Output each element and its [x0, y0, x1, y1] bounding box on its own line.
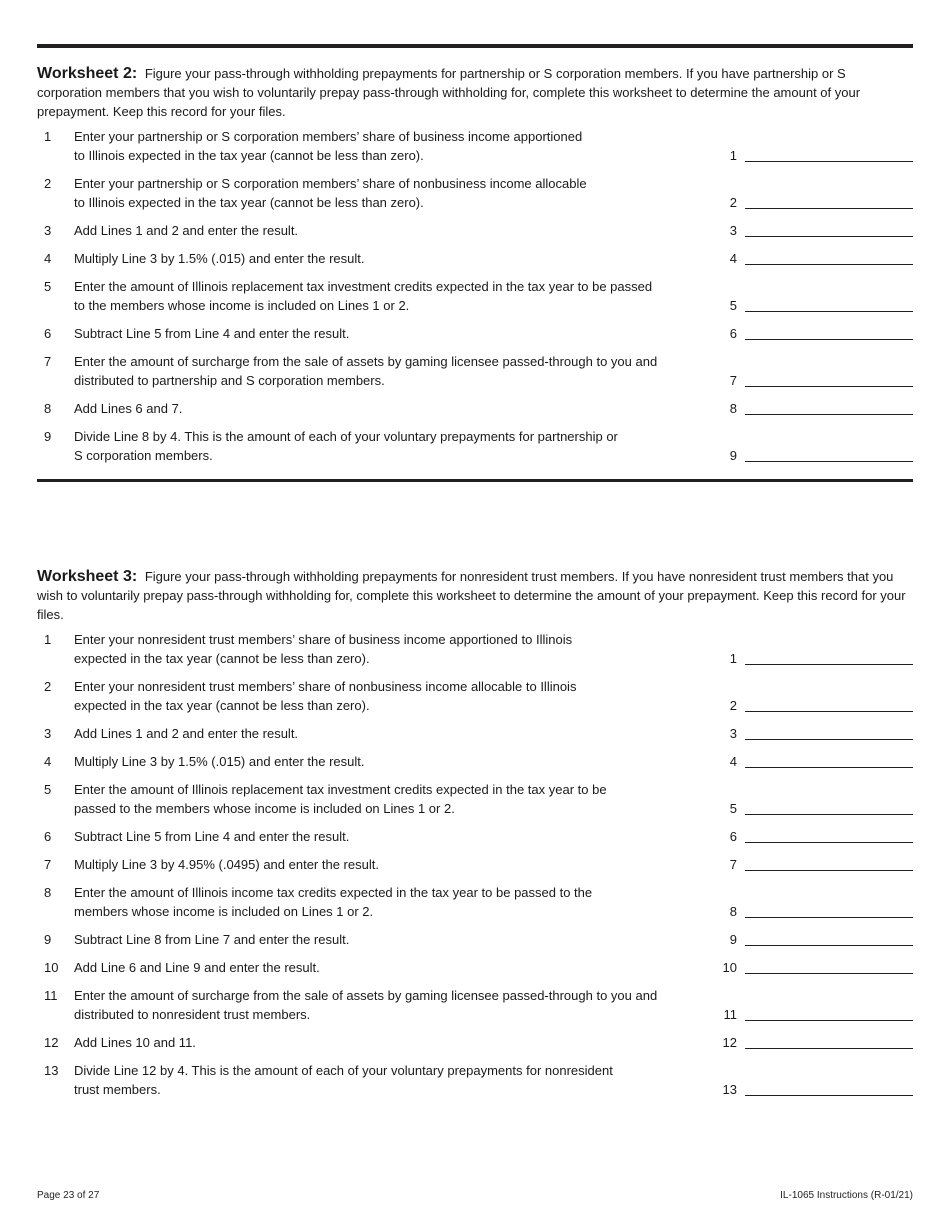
- worksheet-line: [37, 127, 913, 165]
- line-number: 2: [44, 679, 52, 694]
- line-number: 8: [44, 885, 52, 900]
- worksheet-line: [37, 855, 913, 874]
- line-number: 4: [44, 754, 52, 769]
- line-entry: [704, 324, 913, 343]
- worksheet-line: [37, 958, 913, 977]
- line-entry: [704, 799, 913, 818]
- line-number: 9: [44, 429, 52, 444]
- worksheet-3-title: Worksheet 3:: [37, 568, 138, 585]
- entry-line-number: 9: [729, 932, 737, 947]
- top-rule: [37, 44, 913, 48]
- worksheet-2: [37, 64, 913, 474]
- line-instruction: Subtract Line 8 from Line 7 and enter the result.: [74, 932, 350, 947]
- answer-blank-line[interactable]: [745, 903, 913, 918]
- line-instruction: Enter your partnership or S corporation members’ share of nonbusiness income allocable to Illinois expected in the tax year (cannot be less than zero).: [74, 176, 587, 210]
- line-entry: [704, 930, 913, 949]
- line-number: 9: [44, 932, 52, 947]
- line-entry: [704, 1005, 913, 1024]
- line-entry: [704, 1080, 913, 1099]
- entry-line-number: 4: [729, 754, 737, 769]
- entry-line-number: 12: [722, 1035, 737, 1050]
- entry-line-number: 11: [723, 1007, 737, 1022]
- worksheet-line: [37, 324, 913, 343]
- line-instruction: Enter your nonresident trust members’ share of nonbusiness income allocable to Illinois expected in the tax year (cannot be less than zero).: [74, 679, 577, 713]
- entry-line-number: 10: [722, 960, 737, 975]
- worksheet-line: [37, 221, 913, 240]
- worksheet-line: [37, 677, 913, 715]
- line-entry: [704, 446, 913, 465]
- answer-blank-line[interactable]: [745, 222, 913, 237]
- line-entry: [704, 902, 913, 921]
- answer-blank-line[interactable]: [745, 400, 913, 415]
- line-number: 1: [44, 129, 52, 144]
- line-number: 11: [44, 988, 58, 1003]
- worksheet-line: [37, 174, 913, 212]
- line-number: 7: [44, 857, 52, 872]
- worksheet-3-lines: [37, 630, 913, 1099]
- worksheet-line: [37, 780, 913, 818]
- worksheet-line: [37, 1061, 913, 1099]
- answer-blank-line[interactable]: [745, 1081, 913, 1096]
- line-entry: [704, 827, 913, 846]
- line-instruction: Add Line 6 and Line 9 and enter the result.: [74, 960, 320, 975]
- line-number: 3: [44, 726, 52, 741]
- worksheet-3: [37, 567, 913, 1108]
- entry-line-number: 4: [729, 251, 737, 266]
- line-number: 7: [44, 354, 52, 369]
- line-entry: [704, 724, 913, 743]
- line-number: 8: [44, 401, 52, 416]
- line-number: 12: [44, 1035, 59, 1050]
- worksheet-line: [37, 399, 913, 418]
- entry-line-number: 1: [729, 651, 737, 666]
- line-instruction: Enter the amount of Illinois income tax credits expected in the tax year to be passed to the members whose income is included on Lines 1 or 2.: [74, 885, 593, 919]
- entry-line-number: 8: [729, 401, 737, 416]
- line-number: 10: [44, 960, 59, 975]
- worksheet-3-intro: [37, 567, 913, 624]
- worksheet-line: [37, 827, 913, 846]
- entry-line-number: 9: [729, 448, 737, 463]
- line-entry: [704, 371, 913, 390]
- answer-blank-line[interactable]: [745, 1006, 913, 1021]
- worksheet-line: [37, 724, 913, 743]
- entry-line-number: 5: [729, 298, 737, 313]
- line-instruction: Subtract Line 5 from Line 4 and enter the result.: [74, 326, 350, 341]
- line-number: 1: [44, 632, 52, 647]
- line-entry: [704, 296, 913, 315]
- worksheet-2-intro: [37, 64, 913, 121]
- answer-blank-line[interactable]: [745, 800, 913, 815]
- line-entry: [704, 649, 913, 668]
- answer-blank-line[interactable]: [745, 250, 913, 265]
- answer-blank-line[interactable]: [745, 753, 913, 768]
- line-entry: [704, 1033, 913, 1052]
- line-number: 3: [44, 223, 52, 238]
- line-number: 5: [44, 279, 52, 294]
- answer-blank-line[interactable]: [745, 931, 913, 946]
- answer-blank-line[interactable]: [745, 372, 913, 387]
- worksheet-line: [37, 352, 913, 390]
- line-entry: [704, 221, 913, 240]
- entry-line-number: 8: [729, 904, 737, 919]
- footer-page-number: Page 23 of 27: [37, 1190, 100, 1201]
- line-instruction: Enter the amount of surcharge from the sale of assets by gaming licensee passed-through to you and distributed to nonresident trust members.: [74, 988, 658, 1022]
- worksheet-line: [37, 1033, 913, 1052]
- answer-blank-line[interactable]: [745, 1034, 913, 1049]
- line-instruction: Multiply Line 3 by 4.95% (.0495) and enter the result.: [74, 857, 379, 872]
- entry-line-number: 6: [729, 829, 737, 844]
- entry-line-number: 2: [729, 195, 737, 210]
- line-instruction: Subtract Line 5 from Line 4 and enter the result.: [74, 829, 350, 844]
- footer-form-id: IL-1065 Instructions (R-01/21): [780, 1190, 913, 1201]
- answer-blank-line[interactable]: [745, 297, 913, 312]
- line-entry: [704, 696, 913, 715]
- worksheet-3-intro-text: Figure your pass-through withholding prepayments for nonresident trust members. If you have nonresident trust members that you wish to voluntarily prepay pass-through withholding for, complete this worksheet to determine the amount of your prepayment. Keep this record for your files.: [37, 569, 906, 622]
- worksheet-2-title: Worksheet 2:: [37, 65, 138, 82]
- entry-line-number: 2: [729, 698, 737, 713]
- line-instruction: Divide Line 12 by 4. This is the amount of each of your voluntary prepayments for nonresident trust members.: [74, 1063, 613, 1097]
- line-number: 2: [44, 176, 52, 191]
- answer-blank-line[interactable]: [745, 447, 913, 462]
- line-entry: [704, 958, 913, 977]
- line-instruction: Enter the amount of Illinois replacement tax investment credits expected in the tax year to be passed to the members whose income is included on Lines 1 or 2.: [74, 279, 653, 313]
- line-instruction: Enter your partnership or S corporation members’ share of business income apportioned to Illinois expected in the tax year (cannot be less than zero).: [74, 129, 583, 163]
- entry-line-number: 6: [729, 326, 737, 341]
- answer-blank-line[interactable]: [745, 650, 913, 665]
- entry-line-number: 5: [729, 801, 737, 816]
- worksheet-2-bottom-rule: [37, 479, 913, 482]
- line-instruction: Multiply Line 3 by 1.5% (.015) and enter the result.: [74, 754, 365, 769]
- answer-blank-line[interactable]: [745, 959, 913, 974]
- answer-blank-line[interactable]: [745, 325, 913, 340]
- line-entry: [704, 193, 913, 212]
- line-instruction: Multiply Line 3 by 1.5% (.015) and enter the result.: [74, 251, 365, 266]
- worksheet-2-intro-text: Figure your pass-through withholding prepayments for partnership or S corporation members. If you have partnership or S corporation members that you wish to voluntarily prepay pass-through withholding for, complete this worksheet to determine the amount of your prepayment. Keep this record for your files.: [37, 66, 861, 119]
- entry-line-number: 3: [729, 726, 737, 741]
- line-instruction: Enter your nonresident trust members’ share of business income apportioned to Illinois expected in the tax year (cannot be less than zero).: [74, 632, 573, 666]
- entry-line-number: 13: [722, 1082, 737, 1097]
- answer-blank-line[interactable]: [745, 147, 913, 162]
- entry-line-number: 7: [729, 857, 737, 872]
- entry-line-number: 3: [729, 223, 737, 238]
- answer-blank-line[interactable]: [745, 828, 913, 843]
- worksheet-line: [37, 277, 913, 315]
- answer-blank-line[interactable]: [745, 194, 913, 209]
- line-entry: [704, 399, 913, 418]
- line-entry: [704, 855, 913, 874]
- line-number: 13: [44, 1063, 59, 1078]
- line-entry: [704, 249, 913, 268]
- answer-blank-line[interactable]: [745, 856, 913, 871]
- line-number: 6: [44, 326, 52, 341]
- answer-blank-line[interactable]: [745, 725, 913, 740]
- line-instruction: Add Lines 1 and 2 and enter the result.: [74, 223, 299, 238]
- line-instruction: Enter the amount of Illinois replacement tax investment credits expected in the tax year to be passed to the members whose income is included on Lines 1 or 2.: [74, 782, 607, 816]
- worksheet-line: [37, 752, 913, 771]
- line-entry: [704, 146, 913, 165]
- worksheet-line: [37, 630, 913, 668]
- entry-line-number: 7: [729, 373, 737, 388]
- answer-blank-line[interactable]: [745, 697, 913, 712]
- line-number: 4: [44, 251, 52, 266]
- line-entry: [704, 752, 913, 771]
- line-instruction: Enter the amount of surcharge from the sale of assets by gaming licensee passed-through to you and distributed to partnership and S corporation members.: [74, 354, 658, 388]
- line-number: 5: [44, 782, 52, 797]
- line-instruction: Add Lines 10 and 11.: [74, 1035, 196, 1050]
- worksheet-2-lines: [37, 127, 913, 465]
- line-instruction: Add Lines 1 and 2 and enter the result.: [74, 726, 299, 741]
- entry-line-number: 1: [729, 148, 737, 163]
- worksheet-line: [37, 986, 913, 1024]
- worksheet-line: [37, 427, 913, 465]
- line-instruction: Divide Line 8 by 4. This is the amount of each of your voluntary prepayments for partnership or S corporation members.: [74, 429, 618, 463]
- worksheet-line: [37, 930, 913, 949]
- line-number: 6: [44, 829, 52, 844]
- line-instruction: Add Lines 6 and 7.: [74, 401, 183, 416]
- worksheet-line: [37, 883, 913, 921]
- worksheet-line: [37, 249, 913, 268]
